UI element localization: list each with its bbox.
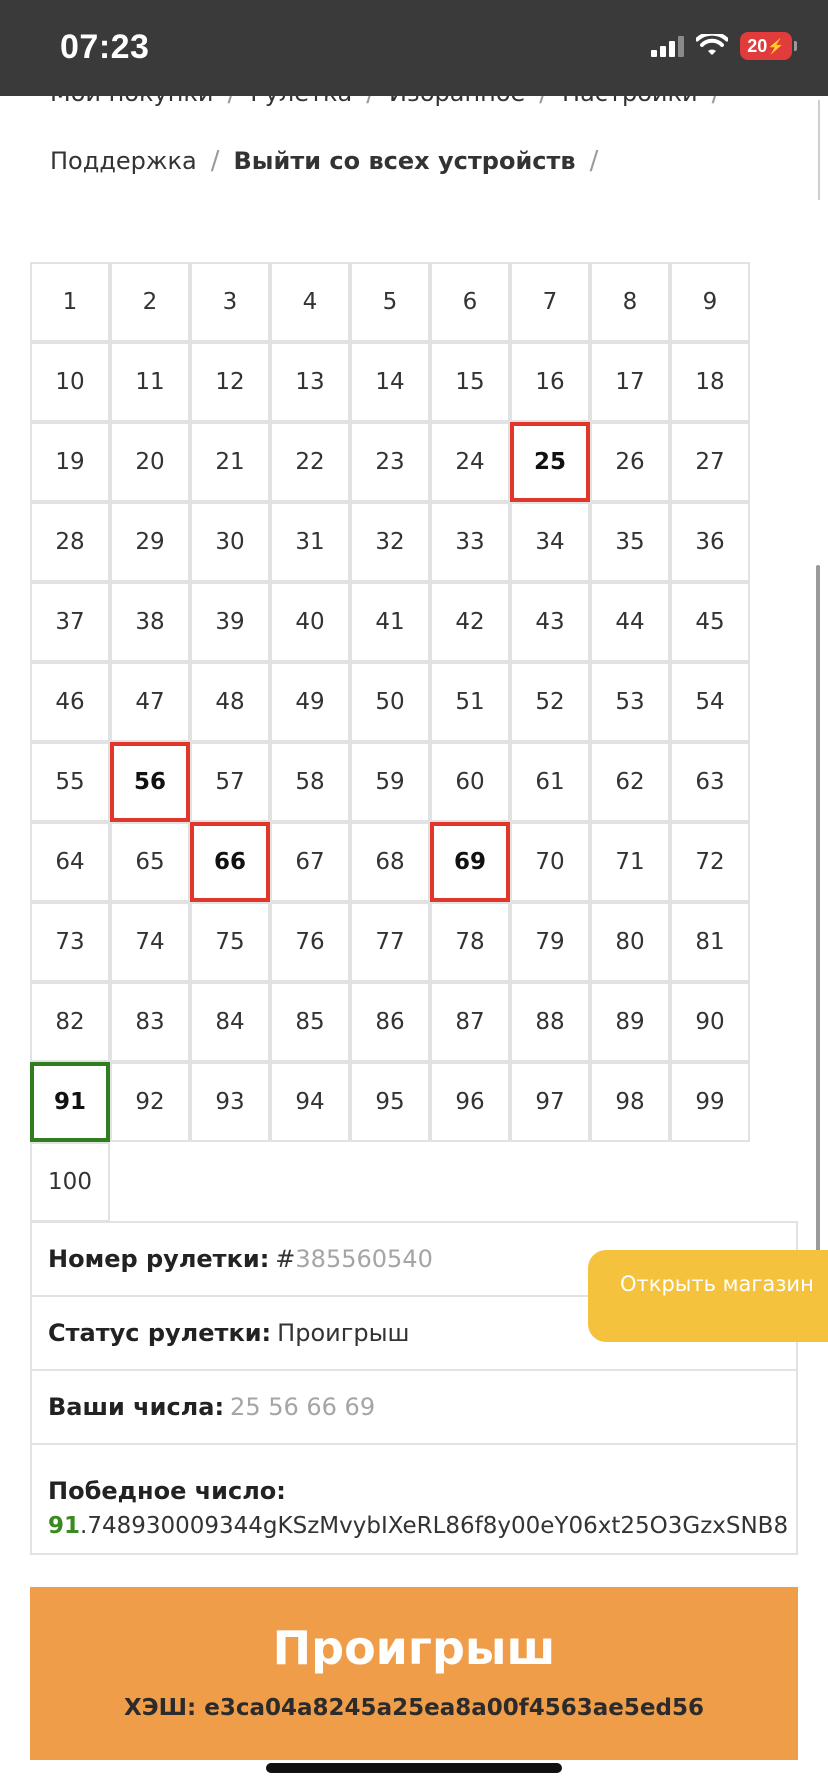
number-cell-73[interactable]: 73 [30,902,110,982]
number-cell-58[interactable]: 58 [270,742,350,822]
number-cell-46[interactable]: 46 [30,662,110,742]
number-cell-80[interactable]: 80 [590,902,670,982]
wifi-icon [696,34,728,58]
number-cell-61[interactable]: 61 [510,742,590,822]
number-cell-2[interactable]: 2 [110,262,190,342]
number-cell-62[interactable]: 62 [590,742,670,822]
number-cell-66[interactable]: 66 [190,822,270,902]
number-cell-41[interactable]: 41 [350,582,430,662]
number-cell-81[interactable]: 81 [670,902,750,982]
number-cell-35[interactable]: 35 [590,502,670,582]
number-cell-97[interactable]: 97 [510,1062,590,1142]
number-cell-37[interactable]: 37 [30,582,110,662]
number-cell-42[interactable]: 42 [430,582,510,662]
number-cell-48[interactable]: 48 [190,662,270,742]
roulette-status-value: Проигрыш [277,1319,410,1347]
breadcrumb-separator: / [210,146,220,176]
number-cell-1[interactable]: 1 [30,262,110,342]
number-cell-54[interactable]: 54 [670,662,750,742]
number-cell-8[interactable]: 8 [590,262,670,342]
number-cell-39[interactable]: 39 [190,582,270,662]
number-cell-21[interactable]: 21 [190,422,270,502]
number-cell-36[interactable]: 36 [670,502,750,582]
number-cell-5[interactable]: 5 [350,262,430,342]
system-icons [651,32,792,60]
number-cell-82[interactable]: 82 [30,982,110,1062]
number-cell-43[interactable]: 43 [510,582,590,662]
number-cell-56[interactable]: 56 [110,742,190,822]
number-cell-84[interactable]: 84 [190,982,270,1062]
number-cell-87[interactable]: 87 [430,982,510,1062]
number-cell-60[interactable]: 60 [430,742,510,822]
number-cell-76[interactable]: 76 [270,902,350,982]
open-shop-button[interactable]: Открыть магазин [588,1250,828,1342]
number-cell-6[interactable]: 6 [430,262,510,342]
your-numbers-value: 25 56 66 69 [230,1393,376,1421]
result-hash-value: e3ca04a8245a25ea8a00f4563ae5ed56 [204,1695,704,1721]
result-banner [30,1587,798,1760]
number-cell-86[interactable]: 86 [350,982,430,1062]
number-cell-53[interactable]: 53 [590,662,670,742]
clock: 07:23 [60,28,150,66]
number-cell-72[interactable]: 72 [670,822,750,902]
number-cell-27[interactable]: 27 [670,422,750,502]
winning-number-label: Победное число: [48,1477,286,1505]
number-cell-85[interactable]: 85 [270,982,350,1062]
number-cell-22[interactable]: 22 [270,422,350,502]
number-cell-100[interactable]: 100 [30,1142,110,1222]
number-cell-13[interactable]: 13 [270,342,350,422]
number-cell-78[interactable]: 78 [430,902,510,982]
breadcrumb-item-support[interactable]: Поддержка [50,147,197,175]
number-cell-44[interactable]: 44 [590,582,670,662]
number-cell-30[interactable]: 30 [190,502,270,582]
number-cell-51[interactable]: 51 [430,662,510,742]
your-numbers-row [30,1369,798,1445]
breadcrumb-separator: / [589,146,599,176]
number-cell-77[interactable]: 77 [350,902,430,982]
number-cell-98[interactable]: 98 [590,1062,670,1142]
number-cell-63[interactable]: 63 [670,742,750,822]
number-cell-65[interactable]: 65 [110,822,190,902]
battery-icon: 20 ⚡ [740,32,792,60]
cellular-signal-icon [651,35,684,57]
number-cell-31[interactable]: 31 [270,502,350,582]
number-cell-50[interactable]: 50 [350,662,430,742]
result-hash-label: ХЭШ: [124,1695,197,1721]
number-cell-96[interactable]: 96 [430,1062,510,1142]
number-cell-94[interactable]: 94 [270,1062,350,1142]
number-cell-90[interactable]: 90 [670,982,750,1062]
home-indicator[interactable] [266,1763,562,1773]
number-cell-79[interactable]: 79 [510,902,590,982]
number-cell-88[interactable]: 88 [510,982,590,1062]
number-cell-28[interactable]: 28 [30,502,110,582]
number-cell-23[interactable]: 23 [350,422,430,502]
number-cell-74[interactable]: 74 [110,902,190,982]
number-cell-14[interactable]: 14 [350,342,430,422]
number-cell-89[interactable]: 89 [590,982,670,1062]
number-cell-9[interactable]: 9 [670,262,750,342]
number-cell-45[interactable]: 45 [670,582,750,662]
number-cell-49[interactable]: 49 [270,662,350,742]
result-hash [30,1695,798,1721]
result-title: Проигрыш [272,1621,556,1675]
number-cell-7[interactable]: 7 [510,262,590,342]
roulette-number-value: 385560540 [295,1245,433,1273]
number-cell-67[interactable]: 67 [270,822,350,902]
number-cell-19[interactable]: 19 [30,422,110,502]
your-numbers-label: Ваши числа: [48,1393,225,1421]
number-cell-55[interactable]: 55 [30,742,110,822]
number-cell-34[interactable]: 34 [510,502,590,582]
scrollbar-thumb[interactable] [816,565,820,1301]
number-cell-18[interactable]: 18 [670,342,750,422]
winning-number-fraction: .748930009344gKSzMvybIXeRL86f8y00eY06xt25O3GzxSNB8 [80,1513,789,1539]
number-cell-33[interactable]: 33 [430,502,510,582]
number-cell-75[interactable]: 75 [190,902,270,982]
winning-number-value [48,1513,789,1539]
number-cell-26[interactable]: 26 [590,422,670,502]
status-bar [0,0,828,96]
number-cell-32[interactable]: 32 [350,502,430,582]
winning-number-integer: 91 [48,1513,81,1539]
breadcrumb-item-logout-all[interactable]: Выйти со всех устройств [233,147,576,175]
number-cell-92[interactable]: 92 [110,1062,190,1142]
number-cell-20[interactable]: 20 [110,422,190,502]
number-cell-93[interactable]: 93 [190,1062,270,1142]
number-cell-95[interactable]: 95 [350,1062,430,1142]
number-cell-4[interactable]: 4 [270,262,350,342]
number-cell-91[interactable]: 91 [30,1062,110,1142]
number-cell-68[interactable]: 68 [350,822,430,902]
number-cell-11[interactable]: 11 [110,342,190,422]
battery-level: 20 [747,35,768,56]
number-cell-24[interactable]: 24 [430,422,510,502]
number-cell-3[interactable]: 3 [190,262,270,342]
number-cell-83[interactable]: 83 [110,982,190,1062]
number-cell-10[interactable]: 10 [30,342,110,422]
winning-number-row [30,1443,798,1555]
breadcrumb [50,146,612,176]
number-cell-99[interactable]: 99 [670,1062,750,1142]
number-cell-69[interactable]: 69 [430,822,510,902]
roulette-number-hash: # [275,1245,296,1273]
number-cell-29[interactable]: 29 [110,502,190,582]
number-cell-25[interactable]: 25 [510,422,590,502]
number-cell-17[interactable]: 17 [590,342,670,422]
number-cell-15[interactable]: 15 [430,342,510,422]
number-cell-52[interactable]: 52 [510,662,590,742]
number-cell-38[interactable]: 38 [110,582,190,662]
scrollbar-track [818,100,820,200]
number-cell-16[interactable]: 16 [510,342,590,422]
number-cell-40[interactable]: 40 [270,582,350,662]
number-cell-57[interactable]: 57 [190,742,270,822]
roulette-status-label: Статус рулетки: [48,1319,272,1347]
number-cell-71[interactable]: 71 [590,822,670,902]
number-cell-70[interactable]: 70 [510,822,590,902]
number-cell-64[interactable]: 64 [30,822,110,902]
number-cell-47[interactable]: 47 [110,662,190,742]
number-cell-12[interactable]: 12 [190,342,270,422]
number-cell-59[interactable]: 59 [350,742,430,822]
roulette-number-label: Номер рулетки: [48,1245,270,1273]
